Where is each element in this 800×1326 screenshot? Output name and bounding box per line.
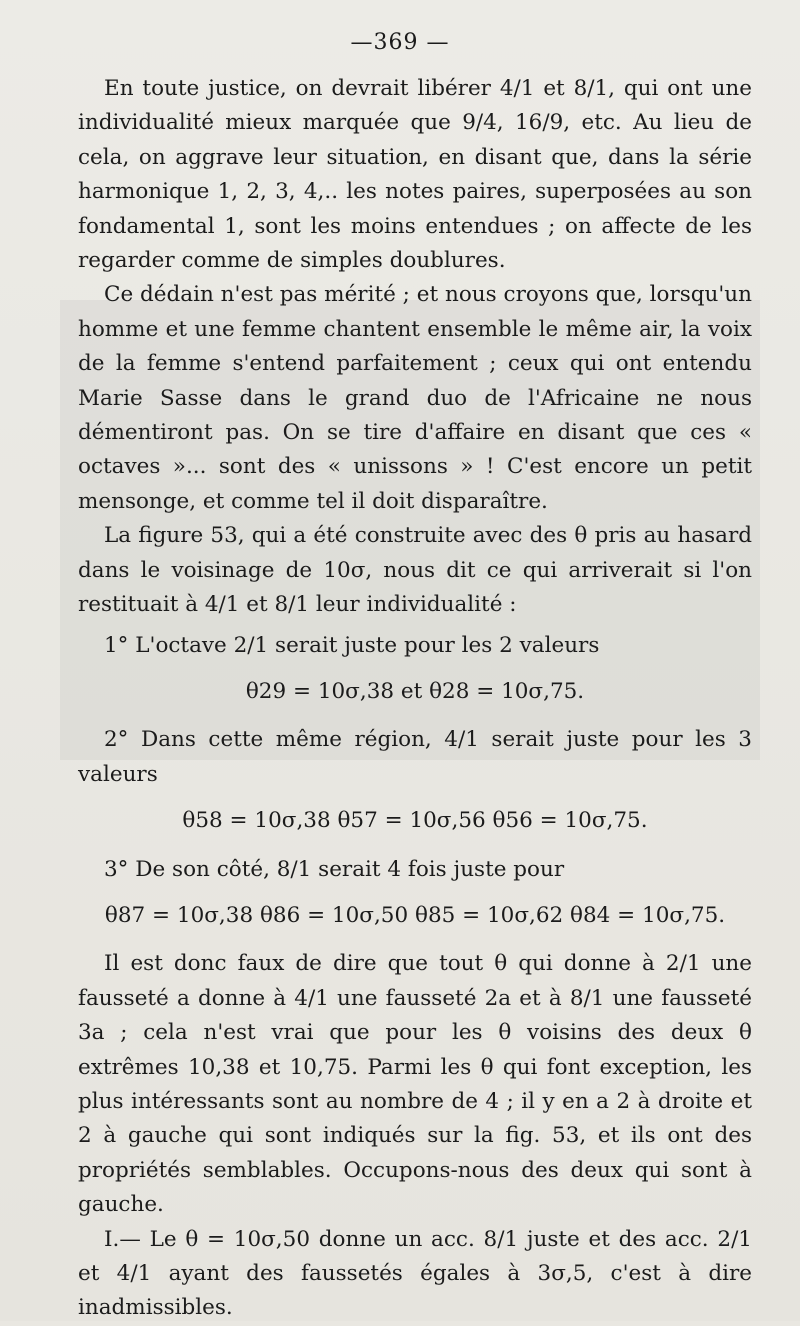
step-1: 1° L'octave 2/1 serait juste pour les 2 valeurs [104, 632, 600, 658]
body-text [78, 72, 752, 1326]
page-number: —369 — [350, 30, 450, 55]
step-3: 3° De son côté, 8/1 serait 4 fois juste pour [104, 856, 565, 882]
paragraph-1: En toute justice, on devrait libérer 4/1 et 8/1, qui ont une individualité mieux marquée que 9/4, 16/9, etc. Au lieu de cela, on aggrave leur situation, en disant que, dans la série harmonique 1, 2, 3, 4,.. les notes paires, superposées au son fondamental 1, sont les moins entendues ; on affecte de les regarder comme de simples doublures. [78, 76, 752, 274]
step-2: 2° Dans cette même région, 4/1 serait juste pour les 3 valeurs [78, 727, 752, 787]
paragraph-3: La figure 53, qui a été construite avec des θ pris au hasard dans le voisinage de 10σ, nous dit ce qui arriverait si l'on restituait à 4/1 et 8/1 leur individualité : [78, 523, 752, 618]
paragraph-4: Il est donc faux de dire que tout θ qui donne à 2/1 une fausseté a donne à 4/1 une fausseté 2a et à 8/1 une fausseté 3a ; cela n'est vrai que pour les θ voisins des deux θ extrêmes 10,38 et 10,75. Parmi les θ qui font exception, les plus intéressants sont au nombre de 4 ; il y en a 2 à droite et 2 à gauche qui sont indiqués sur la fig. 53, et ils ont des propriétés semblables. Occupons-nous des deux qui sont à gauche. [78, 951, 752, 1218]
formula-1: θ29 = 10σ,38 et θ28 = 10σ,75. [245, 678, 585, 704]
formula-2: θ58 = 10σ,38 θ57 = 10σ,56 θ56 = 10σ,75. [182, 808, 648, 834]
formula-3: θ87 = 10σ,38 θ86 = 10σ,50 θ85 = 10σ,62 θ84 = 10σ,75. [104, 902, 726, 928]
paragraph-2: Ce dédain n'est pas mérité ; et nous croyons que, lorsqu'un homme et une femme chantent ensemble le même air, la voix de la femme s'entend parfaitement ; ceux qui ont entendu Marie Sasse dans le grand duo de l'Africaine ne nous démentiront pas. On se tire d'affaire en disant que ces « octaves »... sont des « unissons » ! C'est encore un petit mensonge, et comme tel il doit disparaître. [78, 282, 752, 514]
paragraph-5: I.— Le θ = 10σ,50 donne un acc. 8/1 juste et des acc. 2/1 et 4/1 ayant des faussetés égales à 3σ,5, c'est à dire inadmissibles. [78, 1226, 752, 1321]
